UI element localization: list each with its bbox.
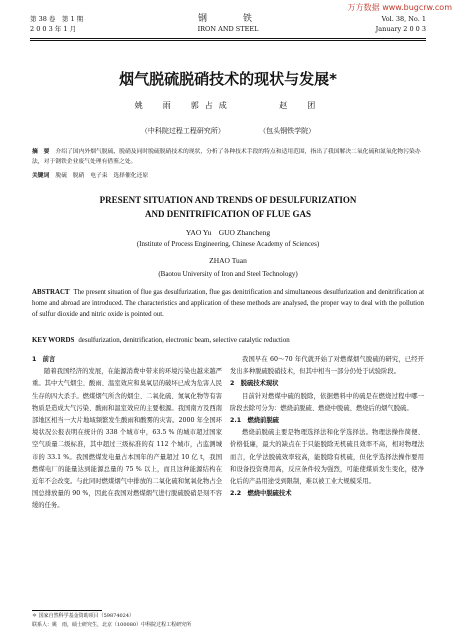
desulfurization-paragraph: 目前针对燃煤中硫的脱除，依据燃料中的硫是在燃烧过程中哪一阶段去除可分为：燃烧前脱硫、燃烧中脱硫、燃烧后的烟气脱硫。 bbox=[230, 392, 424, 412]
abstract-en-label: ABSTRACT bbox=[32, 289, 70, 296]
section-heading-introduction: 1 前言 bbox=[32, 356, 56, 363]
abstract-en-text: The present situation of flue gas desulfurization, flue gas denitrification and simultaneous desulfurization and denitrification at home and abroad are introduced. The characteristics and application of these methods are analysed, the proper way to deal with the pollution of sulfur dioxide and nitric oxide is pointed out. bbox=[32, 289, 424, 318]
introduction-paragraph: 随着我国经济的发展，在能源消费中带来的环境污染也越来越严重。其中大气烟尘、酸雨、温室效应和臭氧层的破坏已成为危害人民生存的四大杀手。燃煤烟气所含的烟尘、二氧化硫、氮氧化物等有害物质是造成大气污染、酸雨和温室效应的主要根源。我国南方及西南部地区相当一大片地域频繁发生酸雨和酸雾的灾害。2000 年全国环境状况公报表明在统计的 338 个城市中，63.5 % 的城市超过国家空气质量二级标准，其中超过三级标准的有 112 个城市，占监测城市的 33.1 %。我国燃煤发电量占本国年的产量超过 10 亿 t，我国燃煤电厂的能量达到能源总量的 75 % 以上，而且这种能源结构在近年不会改变。与此同时燃煤烟气中排放的二氧化硫和氮氧化物占全国总排放量的 90 %，因此在我国对燃煤烟气进行脱硫脱硝是刻不容缓的任务。 bbox=[32, 368, 222, 510]
section-heading-in-combustion: 2.2 燃烧中脱硫技术 bbox=[230, 490, 292, 498]
section-heading-precombustion: 2.1 燃烧前脱硫 bbox=[230, 417, 279, 425]
watermark: 万方数据 www.bugcrw.com bbox=[347, 3, 452, 12]
affiliation-1: （中科院过程工程研究所） bbox=[140, 127, 225, 135]
body-column-left bbox=[32, 354, 222, 513]
header-divider bbox=[30, 38, 426, 39]
footnote-divider bbox=[32, 610, 102, 611]
keywords-zh-label: 关键词 bbox=[32, 173, 50, 179]
footnote-funding: ＊ 国家自然科学基金资助项目（59874024） bbox=[32, 613, 135, 619]
volume-issue: 第 38 卷 第 1 期 bbox=[30, 15, 84, 23]
authors-zh bbox=[0, 100, 456, 111]
page-header bbox=[30, 14, 426, 54]
body-column-right bbox=[230, 354, 424, 500]
affiliations-zh bbox=[0, 126, 456, 136]
section-heading-desulfurization: 2 脱硫技术现状 bbox=[230, 380, 279, 388]
journal-name-en: IRON AND STEEL bbox=[197, 25, 259, 33]
article-title-en-line1: PRESENT SITUATION AND TRENDS OF DESULFURIZATION bbox=[99, 195, 357, 205]
keywords-en bbox=[32, 335, 424, 346]
abstract-zh-text: 介绍了国内外烟气脱硫、脱硝及同时脱硫脱硝技术的现状，分析了各种技术手段的特点和适用范围，指出了我国解决二氧化硫和氮氧化物污染办法，对于钢铁企业废气处理有借鉴之处。 bbox=[32, 149, 421, 165]
issue-date: 2 0 0 3 年 1 月 bbox=[30, 25, 77, 33]
authors-en: YAO Yu GUO Zhancheng bbox=[185, 228, 271, 237]
article-title-zh: 烟气脱硫脱硝技术的现状与发展* bbox=[119, 70, 337, 88]
affiliation-2: （包头钢铁学院） bbox=[259, 127, 316, 135]
keywords-zh-text: 脱硫 脱硝 电子束 选择催化还原 bbox=[55, 173, 149, 179]
affiliation-en-2: (Baotou University of Iron and Steel Technology) bbox=[158, 270, 298, 278]
abstract-en bbox=[32, 287, 424, 320]
header-divider-thin bbox=[30, 40, 426, 41]
issue-date-en: January 2 0 0 3 bbox=[375, 25, 426, 33]
article-title-en bbox=[0, 193, 456, 221]
journal-name-zh: 钢 铁 bbox=[197, 14, 258, 24]
author-en-2: ZHAO Tuan bbox=[209, 256, 247, 265]
affiliation-en: (Institute of Process Engineering, Chinese Academy of Sciences) bbox=[136, 240, 320, 248]
footnote bbox=[32, 612, 424, 630]
keywords-en-text: desulfurization, denitrification, electronic beam, selective catalytic reduction bbox=[78, 337, 290, 344]
volume-issue-en: Vol. 38, No. 1 bbox=[381, 15, 426, 23]
footnote-contact: 联系人：姚 雨，硕士研究生，北京（100080）中科院过程工程研究所 bbox=[32, 622, 192, 628]
keywords-en-label: KEY WORDS bbox=[32, 337, 75, 344]
intro-continued-paragraph: 我国早在 60～70 年代就开始了对燃煤烟气脱硫的研究，已经开发出多种脱硫脱硝技术，但其中相当一部分仍处于试验阶段。 bbox=[230, 356, 424, 376]
keywords-zh bbox=[32, 172, 424, 182]
author-group-2: 赵 团 bbox=[279, 101, 322, 110]
journal-name bbox=[30, 14, 426, 34]
abstract-zh bbox=[32, 148, 424, 167]
precombustion-paragraph: 燃烧前脱硫主要是物理选择法和化学选择法。物理法操作简便、价格低廉，最大的缺点在于只能脱除无机硫且效率不高，相对物理法而言，化学法脱硫效率较高，能脱除有机硫，但化学选择法操作要用和设备投资费用高，反应条件较为强烈，可能使煤质发生变化，使净化后的产品用途受到限制，难以被工业大规模采用。 bbox=[230, 429, 424, 486]
abstract-zh-label: 摘 要 bbox=[32, 149, 50, 155]
article-title-en-line2: AND DENITRIFICATION OF FLUE GAS bbox=[144, 209, 312, 219]
issue-info-en bbox=[376, 14, 426, 34]
author-group-1: 姚 雨 郭占成 bbox=[134, 101, 233, 110]
